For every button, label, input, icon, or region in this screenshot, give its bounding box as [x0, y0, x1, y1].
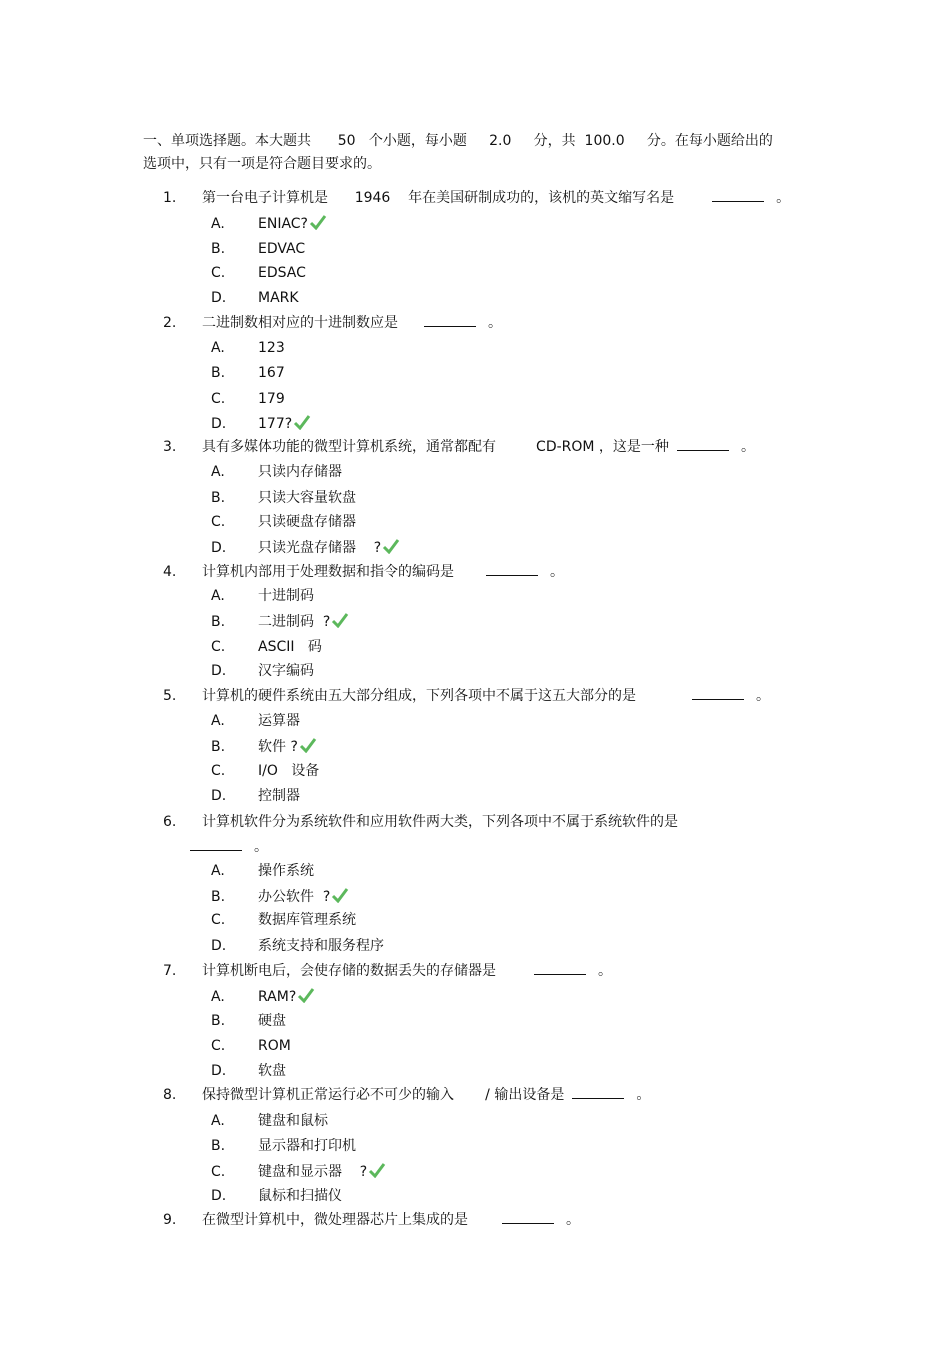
- option-2c[interactable]: [0, 388, 500, 410]
- option-8d[interactable]: [0, 1185, 500, 1207]
- option-5b[interactable]: [0, 736, 500, 758]
- option-letter: B.: [211, 1013, 226, 1029]
- answer-blank[interactable]: [486, 562, 538, 576]
- option-text: 显示器和打印机: [258, 1138, 356, 1154]
- option-letter: C.: [211, 391, 226, 407]
- option-letter: C.: [211, 912, 226, 928]
- option-text: 二进制码 ?: [258, 611, 349, 633]
- check-icon: [297, 987, 315, 1003]
- option-1b[interactable]: [0, 238, 500, 260]
- option-5d[interactable]: [0, 785, 500, 807]
- option-text: 键盘和显示器 ?: [258, 1161, 386, 1183]
- option-letter: C.: [211, 639, 226, 655]
- answer-blank[interactable]: [677, 437, 729, 451]
- answer-blank[interactable]: [190, 837, 242, 851]
- option-7a[interactable]: [0, 986, 500, 1008]
- question-text: 具有多媒体功能的微型计算机系统，通常都配有 CD-ROM ，这是一种 。: [202, 439, 755, 455]
- option-text: 123: [258, 340, 285, 356]
- option-text: 179: [258, 391, 285, 407]
- question-number: 5.: [163, 688, 177, 704]
- option-letter: B.: [211, 241, 226, 257]
- option-1c[interactable]: [0, 262, 500, 284]
- option-text: 只读光盘存储器 ?: [258, 537, 400, 559]
- option-letter: C.: [211, 1038, 226, 1054]
- option-text: 只读大容量软盘: [258, 490, 356, 506]
- question-text: 二进制数相对应的十进制数应是 。: [202, 315, 502, 331]
- option-2d[interactable]: [0, 413, 500, 435]
- option-text: 控制器: [258, 788, 300, 804]
- option-text: 办公软件 ?: [258, 886, 349, 908]
- option-text: ROM: [258, 1038, 291, 1054]
- option-3a[interactable]: [0, 461, 500, 483]
- question-text: 计算机内部用于处理数据和指令的编码是 。: [202, 564, 564, 580]
- option-7c[interactable]: [0, 1035, 500, 1057]
- question-number: 9.: [163, 1212, 177, 1228]
- option-text: ENIAC?: [258, 213, 327, 235]
- option-letter: A.: [211, 216, 225, 232]
- option-text: I/O 设备: [258, 763, 320, 779]
- question-4: [0, 561, 950, 583]
- option-letter: A.: [211, 1113, 225, 1129]
- question-6: [0, 811, 950, 833]
- question-number: 2.: [163, 315, 177, 331]
- option-7d[interactable]: [0, 1060, 500, 1082]
- option-text: ASCII 码: [258, 639, 322, 655]
- option-text: 汉字编码: [258, 663, 314, 679]
- option-text: 数据库管理系统: [258, 912, 356, 928]
- section-heading: [143, 130, 803, 176]
- intro-line-1: 一、单项选择题。本大题共 50 个小题，每小题 2.0 分，共 100.0 分。在每小题给出的: [143, 133, 773, 149]
- option-text: 系统支持和服务程序: [258, 938, 384, 954]
- option-letter: D.: [211, 1063, 227, 1079]
- option-6b[interactable]: [0, 886, 500, 908]
- option-text: 177?: [258, 413, 311, 435]
- option-text: 操作系统: [258, 863, 314, 879]
- question-number: 6.: [163, 814, 177, 830]
- question-8: [0, 1084, 950, 1106]
- option-letter: C.: [211, 265, 226, 281]
- option-text: 硬盘: [258, 1013, 286, 1029]
- option-1a[interactable]: [0, 213, 500, 235]
- check-icon: [309, 214, 327, 230]
- answer-blank[interactable]: [424, 313, 476, 327]
- option-text: RAM?: [258, 986, 315, 1008]
- option-6c[interactable]: [0, 909, 500, 931]
- option-4d[interactable]: [0, 660, 500, 682]
- option-3d[interactable]: [0, 537, 500, 559]
- option-letter: A.: [211, 340, 225, 356]
- question-number: 7.: [163, 963, 177, 979]
- option-6a[interactable]: [0, 860, 500, 882]
- question-3: [0, 436, 950, 458]
- option-letter: A.: [211, 588, 225, 604]
- question-2: [0, 312, 950, 334]
- check-icon: [331, 612, 349, 628]
- option-4a[interactable]: [0, 585, 500, 607]
- question-text: 第一台电子计算机是 1946 年在美国研制成功的，该机的英文缩写名是 。: [202, 190, 791, 206]
- option-text: EDSAC: [258, 265, 306, 281]
- question-number: 3.: [163, 439, 177, 455]
- question-7: [0, 960, 950, 982]
- option-text: 运算器: [258, 713, 300, 729]
- option-letter: A.: [211, 989, 225, 1005]
- question-1: [0, 187, 950, 209]
- option-letter: D.: [211, 663, 227, 679]
- option-3c[interactable]: [0, 511, 500, 533]
- check-icon: [293, 414, 311, 430]
- option-letter: C.: [211, 514, 226, 530]
- question-6-continuation: 。: [0, 836, 500, 858]
- option-8a[interactable]: [0, 1110, 500, 1132]
- option-6d[interactable]: [0, 935, 500, 957]
- question-number: 4.: [163, 564, 177, 580]
- answer-blank[interactable]: [534, 961, 586, 975]
- option-letter: B.: [211, 490, 226, 506]
- question-text: 在微型计算机中，微处理器芯片上集成的是 。: [202, 1212, 580, 1228]
- option-letter: B.: [211, 889, 226, 905]
- option-3b[interactable]: [0, 487, 500, 509]
- answer-blank[interactable]: [502, 1210, 554, 1224]
- option-letter: D.: [211, 416, 227, 432]
- option-4c[interactable]: [0, 636, 500, 658]
- option-5c[interactable]: [0, 760, 500, 782]
- option-2b[interactable]: [0, 362, 500, 384]
- option-letter: D.: [211, 540, 227, 556]
- check-icon: [299, 737, 317, 753]
- option-letter: D.: [211, 290, 227, 306]
- option-text: 只读内存储器: [258, 464, 342, 480]
- question-number: 1.: [163, 190, 177, 206]
- option-letter: D.: [211, 938, 227, 954]
- option-2a[interactable]: [0, 337, 500, 359]
- option-text: 只读硬盘存储器: [258, 514, 356, 530]
- option-letter: A.: [211, 464, 225, 480]
- option-text: MARK: [258, 290, 299, 306]
- option-text: 软件 ?: [258, 736, 317, 758]
- option-letter: C.: [211, 1164, 226, 1180]
- check-icon: [382, 538, 400, 554]
- option-text: 鼠标和扫描仪: [258, 1188, 342, 1204]
- option-letter: A.: [211, 863, 225, 879]
- option-1d[interactable]: [0, 287, 500, 309]
- option-letter: B.: [211, 365, 226, 381]
- question-text: 计算机的硬件系统由五大部分组成，下列各项中不属于这五大部分的是 。: [202, 688, 770, 704]
- option-text: 软盘: [258, 1063, 286, 1079]
- option-text: 167: [258, 365, 285, 381]
- option-8b[interactable]: [0, 1135, 500, 1157]
- answer-blank[interactable]: [572, 1085, 624, 1099]
- option-letter: D.: [211, 1188, 227, 1204]
- option-letter: D.: [211, 788, 227, 804]
- option-text: 键盘和鼠标: [258, 1113, 328, 1129]
- option-letter: C.: [211, 763, 226, 779]
- option-letter: A.: [211, 713, 225, 729]
- question-5: [0, 685, 950, 707]
- option-8c[interactable]: [0, 1161, 500, 1183]
- option-letter: B.: [211, 739, 226, 755]
- option-letter: B.: [211, 1138, 226, 1154]
- answer-blank[interactable]: [692, 686, 744, 700]
- answer-blank[interactable]: [712, 188, 764, 202]
- option-4b[interactable]: [0, 611, 500, 633]
- option-7b[interactable]: [0, 1010, 500, 1032]
- question-text: 保持微型计算机正常运行必不可少的输入 / 输出设备是 。: [202, 1087, 651, 1103]
- option-text: EDVAC: [258, 241, 306, 257]
- option-5a[interactable]: [0, 710, 500, 732]
- question-9: [0, 1209, 950, 1231]
- question-text: 计算机软件分为系统软件和应用软件两大类，下列各项中不属于系统软件的是: [202, 814, 678, 830]
- check-icon: [331, 887, 349, 903]
- intro-line-2: 选项中，只有一项是符合题目要求的。: [143, 156, 381, 172]
- option-letter: B.: [211, 614, 226, 630]
- question-number: 8.: [163, 1087, 177, 1103]
- option-text: 十进制码: [258, 588, 314, 604]
- question-text: 计算机断电后，会使存储的数据丢失的存储器是 。: [202, 963, 612, 979]
- check-icon: [368, 1162, 386, 1178]
